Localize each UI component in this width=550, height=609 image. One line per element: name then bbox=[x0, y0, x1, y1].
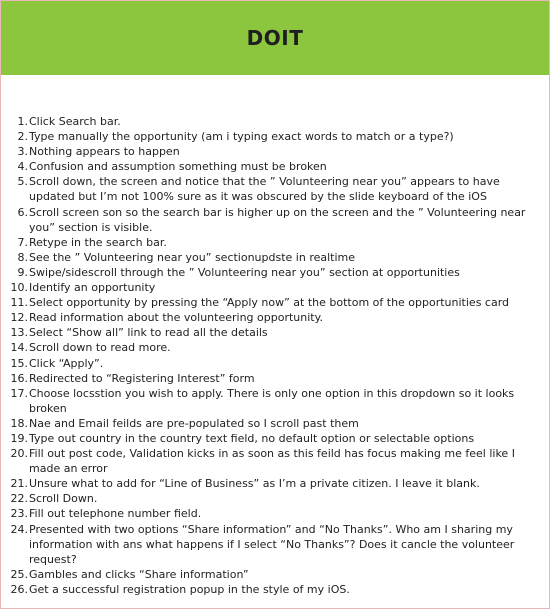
step-number: 24. bbox=[10, 522, 28, 536]
step-text: Nae and Email feilds are pre-populated so I scroll past them bbox=[29, 416, 359, 430]
step-text: Scroll down to read more. bbox=[29, 341, 171, 355]
step-text: Scroll Down. bbox=[29, 492, 98, 506]
step-text: Click Search bar. bbox=[29, 115, 121, 128]
header-banner bbox=[1, 1, 549, 75]
list-item bbox=[1, 280, 549, 295]
step-text: Presented with two options “Share information” and “No Thanks”. Who am I sharing my information with ans what happens if I select “No Thanks”? Does it cancle the volunteer request? bbox=[29, 522, 515, 566]
step-number: 8. bbox=[17, 250, 28, 264]
list-item bbox=[1, 250, 549, 265]
step-text: Fill out telephone number field. bbox=[29, 507, 202, 521]
step-text: Get a successful registration popup in the style of my iOS. bbox=[29, 582, 350, 596]
list-item bbox=[1, 386, 549, 416]
list-item bbox=[1, 476, 549, 491]
list-item bbox=[1, 159, 549, 174]
step-text: Fill out post code, Validation kicks in as soon as this feild has focus making me feel like I made an error bbox=[29, 447, 515, 476]
step-text: Select opportunity by pressing the “Apply now” at the bottom of the opportunities card bbox=[29, 296, 510, 310]
list-item bbox=[1, 114, 549, 129]
list-item bbox=[1, 416, 549, 431]
step-number: 25. bbox=[10, 567, 28, 581]
step-text: Unsure what to add for “Line of Business” as I’m a private citizen. I leave it blank. bbox=[29, 477, 480, 491]
list-item bbox=[1, 129, 549, 144]
step-text: See the ” Volunteering near you” sectionupdste in realtime bbox=[29, 250, 356, 264]
step-text: Click “Apply”. bbox=[29, 356, 104, 370]
list-item bbox=[1, 235, 549, 250]
step-number: 23. bbox=[10, 507, 28, 521]
step-number: 10. bbox=[10, 281, 28, 295]
list-item bbox=[1, 144, 549, 159]
step-number: 19. bbox=[10, 431, 28, 445]
list-item bbox=[1, 174, 549, 204]
step-text: Retype in the search bar. bbox=[29, 235, 167, 249]
list-item bbox=[1, 371, 549, 386]
list-item bbox=[1, 522, 549, 567]
list-item bbox=[1, 310, 549, 325]
step-text: Scroll screen son so the search bar is higher up on the screen and the ” Volunteering near you” section is visible. bbox=[29, 205, 526, 234]
list-item bbox=[1, 446, 549, 476]
step-number: 7. bbox=[17, 235, 28, 249]
list-item bbox=[1, 582, 549, 597]
list-item bbox=[1, 567, 549, 582]
step-text: Type manually the opportunity (am i typing exact words to match or a type?) bbox=[29, 130, 454, 144]
step-number: 3. bbox=[17, 145, 28, 159]
step-number: 1. bbox=[17, 115, 28, 128]
step-text: Gambles and clicks “Share information” bbox=[29, 567, 249, 581]
step-number: 5. bbox=[17, 175, 28, 189]
step-text: Scroll down, the screen and notice that the ” Volunteering near you” appears to have updated but I’m not 100% sure as it was obscured by the slide keyboard of the iOS bbox=[29, 175, 500, 204]
list-item bbox=[1, 340, 549, 355]
step-number: 13. bbox=[10, 326, 28, 340]
step-number: 4. bbox=[17, 160, 28, 174]
list-item bbox=[1, 506, 549, 521]
step-number: 12. bbox=[10, 311, 28, 325]
list-item bbox=[1, 295, 549, 310]
step-number: 26. bbox=[10, 582, 28, 596]
step-text: Select “Show all” link to read all the details bbox=[29, 326, 268, 340]
step-number: 14. bbox=[10, 341, 28, 355]
step-number: 6. bbox=[17, 205, 28, 219]
page-title: DOIT bbox=[246, 26, 304, 50]
list-item bbox=[1, 356, 549, 371]
step-text: Redirected to “Registering Interest” form bbox=[29, 371, 255, 385]
step-number: 9. bbox=[17, 265, 28, 279]
step-text: Identify an opportunity bbox=[29, 281, 156, 295]
step-number: 11. bbox=[10, 296, 28, 310]
list-item bbox=[1, 491, 549, 506]
step-text: Confusion and assumption something must be broken bbox=[29, 160, 327, 174]
list-item bbox=[1, 205, 549, 235]
step-text: Swipe/sidescroll through the ” Volunteering near you” section at opportunities bbox=[29, 265, 460, 279]
step-text: Read information about the volunteering opportunity. bbox=[29, 311, 324, 325]
step-number: 17. bbox=[10, 386, 28, 400]
list-item bbox=[1, 431, 549, 446]
step-number: 21. bbox=[10, 477, 28, 491]
step-text: Type out country in the country text field, no default option or selectable options bbox=[29, 431, 475, 445]
step-text: Choose locsstion you wish to apply. There is only one option in this dropdown so it looks broken bbox=[29, 386, 515, 415]
list-item bbox=[1, 265, 549, 280]
step-number: 22. bbox=[10, 492, 28, 506]
step-number: 2. bbox=[17, 130, 28, 144]
steps-list bbox=[1, 114, 549, 597]
step-number: 15. bbox=[10, 356, 28, 370]
list-item bbox=[1, 325, 549, 340]
step-number: 16. bbox=[10, 371, 28, 385]
step-text: Nothing appears to happen bbox=[29, 145, 180, 159]
step-number: 18. bbox=[10, 416, 28, 430]
step-number: 20. bbox=[10, 447, 28, 461]
